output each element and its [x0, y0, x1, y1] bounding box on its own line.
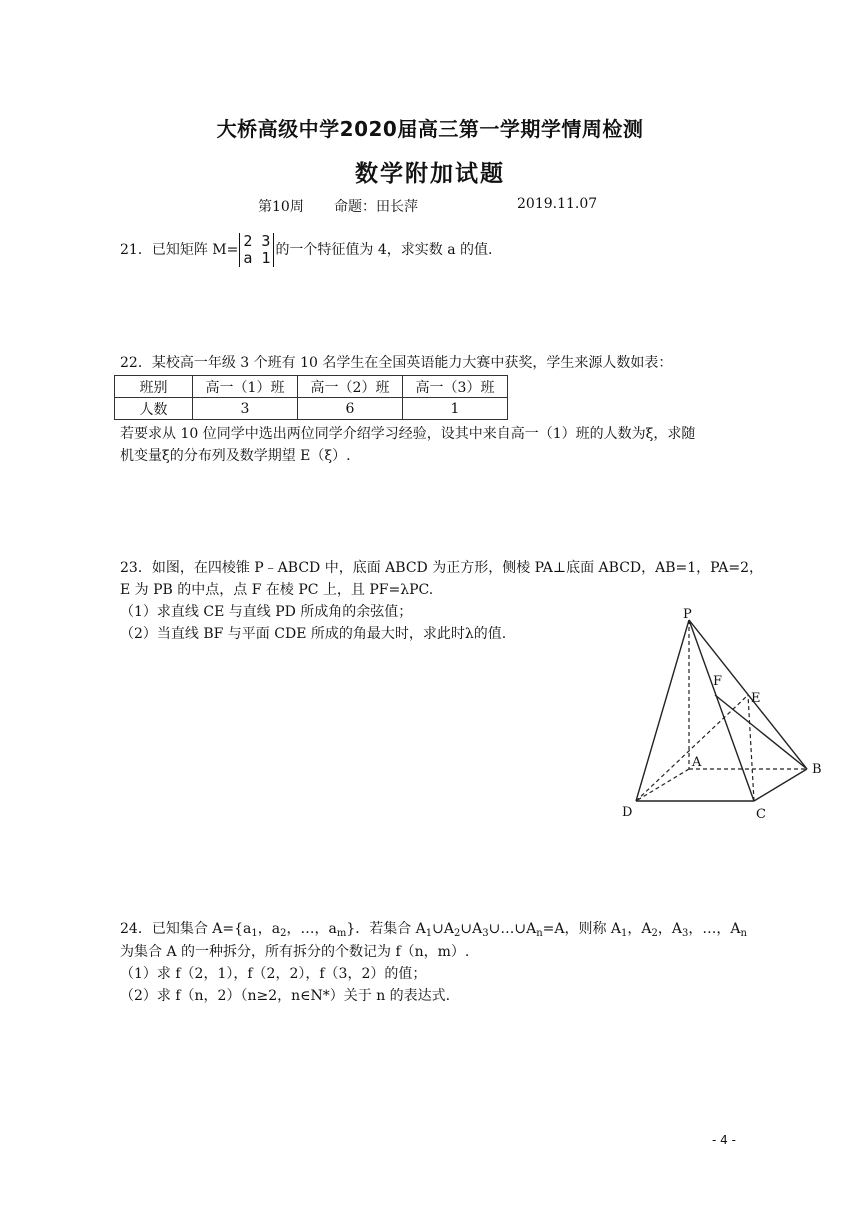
table-header-label: 班别: [115, 376, 193, 398]
subscript: 1: [425, 928, 433, 939]
q21-suffix: 的一个特征值为 4，求实数 a 的值.: [275, 242, 493, 258]
label-p: P: [683, 607, 692, 622]
subscript: n: [740, 928, 747, 939]
date-label: 2019.11.07: [517, 196, 598, 212]
table-row-label: 人数: [115, 398, 193, 420]
q24-text: 24．已知集合 A=: [120, 921, 235, 937]
q24-line4: （2）求 f（n，2）（n≥2，n∈N*）关于 n 的表达式.: [120, 988, 451, 1004]
subject-title: 数学附加试题: [355, 161, 505, 187]
q22-line3: 机变量ξ的分布列及数学期望 E（ξ）.: [120, 448, 351, 464]
matrix-row-2: a 1: [243, 249, 271, 267]
matrix-m: [239, 233, 274, 267]
label-e: E: [751, 691, 761, 706]
q22-line1: 22．某校高一年级 3 个班有 10 名学生在全国英语能力大赛中获奖，学生来源人数如表：: [120, 355, 673, 371]
q23-line3: （1）求直线 CE 与直线 PD 所成角的余弦值；: [120, 604, 413, 620]
subscript: 2: [651, 928, 658, 939]
class-table: [114, 375, 508, 420]
table-col-2: 高一（2）班: [298, 376, 403, 398]
table-col-1: 高一（1）班: [193, 376, 298, 398]
q24-text: ∪A: [460, 921, 483, 937]
subscript: 2: [454, 928, 461, 939]
school-title: 大桥高级中学2020届高三第一学期学情周检测: [216, 117, 644, 141]
q24-line1: [120, 918, 747, 940]
label-f: F: [713, 674, 723, 689]
table-row: [115, 376, 508, 398]
q21-prefix: 21．已知矩阵 M=: [120, 242, 239, 258]
pyramid-figure: [612, 605, 832, 825]
q22-line2: 若要求从 10 位同学中选出两位同学介绍学习经验，设其中来自高一（1）班的人数为ξ，求随: [120, 426, 696, 442]
q24-text: }．若集合 A: [346, 921, 426, 937]
q24-line3: （1）求 f（2，1），f（2，2），f（3，2）的值；: [120, 966, 427, 982]
matrix-row-1: 2 3: [243, 232, 271, 250]
subscript: 3: [682, 928, 689, 939]
subscript: n: [536, 928, 543, 939]
week-label: 第10周: [258, 199, 304, 215]
q24-text: ，…，a: [286, 921, 337, 937]
label-c: C: [756, 807, 766, 822]
author-label: 命题：田长萍: [334, 199, 418, 215]
label-b: B: [812, 762, 822, 777]
subscript: 1: [621, 928, 628, 939]
table-value-1: 3: [193, 398, 298, 420]
subscript: 2: [280, 928, 287, 939]
subscript: 3: [482, 928, 489, 939]
q24-text: =A，则称 A: [542, 921, 622, 937]
q24-text: ，a: [257, 921, 281, 937]
q24-text: ∪A: [432, 921, 455, 937]
table-value-3: 1: [403, 398, 508, 420]
label-a: A: [692, 755, 702, 770]
q24-text: ∪…∪A: [488, 921, 537, 937]
subscript: m: [336, 928, 347, 939]
table-row: [115, 398, 508, 420]
q23-line1: 23．如图，在四棱锥 P﹣ABCD 中，底面 ABCD 为正方形，侧棱 PA⊥底面 ABCD，AB=1，PA=2，: [120, 560, 764, 576]
q24-line2: 为集合 A 的一种拆分，所有拆分的个数记为 f（n，m）.: [120, 944, 470, 960]
page-number: - 4 -: [712, 1133, 736, 1147]
q24-text: {a: [234, 921, 252, 937]
label-d: D: [622, 805, 633, 820]
q23-line2: E 为 PB 的中点，点 F 在棱 PC 上，且 PF=λPC.: [120, 582, 434, 598]
q24-text: ，A: [657, 921, 683, 937]
q24-text: ，A: [627, 921, 652, 937]
q23-line4: （2）当直线 BF 与平面 CDE 所成的角最大时，求此时λ的值.: [120, 626, 507, 642]
table-value-2: 6: [298, 398, 403, 420]
subscript: 1: [251, 928, 258, 939]
table-col-3: 高一（3）班: [403, 376, 508, 398]
q24-text: ，…，A: [688, 921, 741, 937]
question-21: [120, 233, 493, 267]
